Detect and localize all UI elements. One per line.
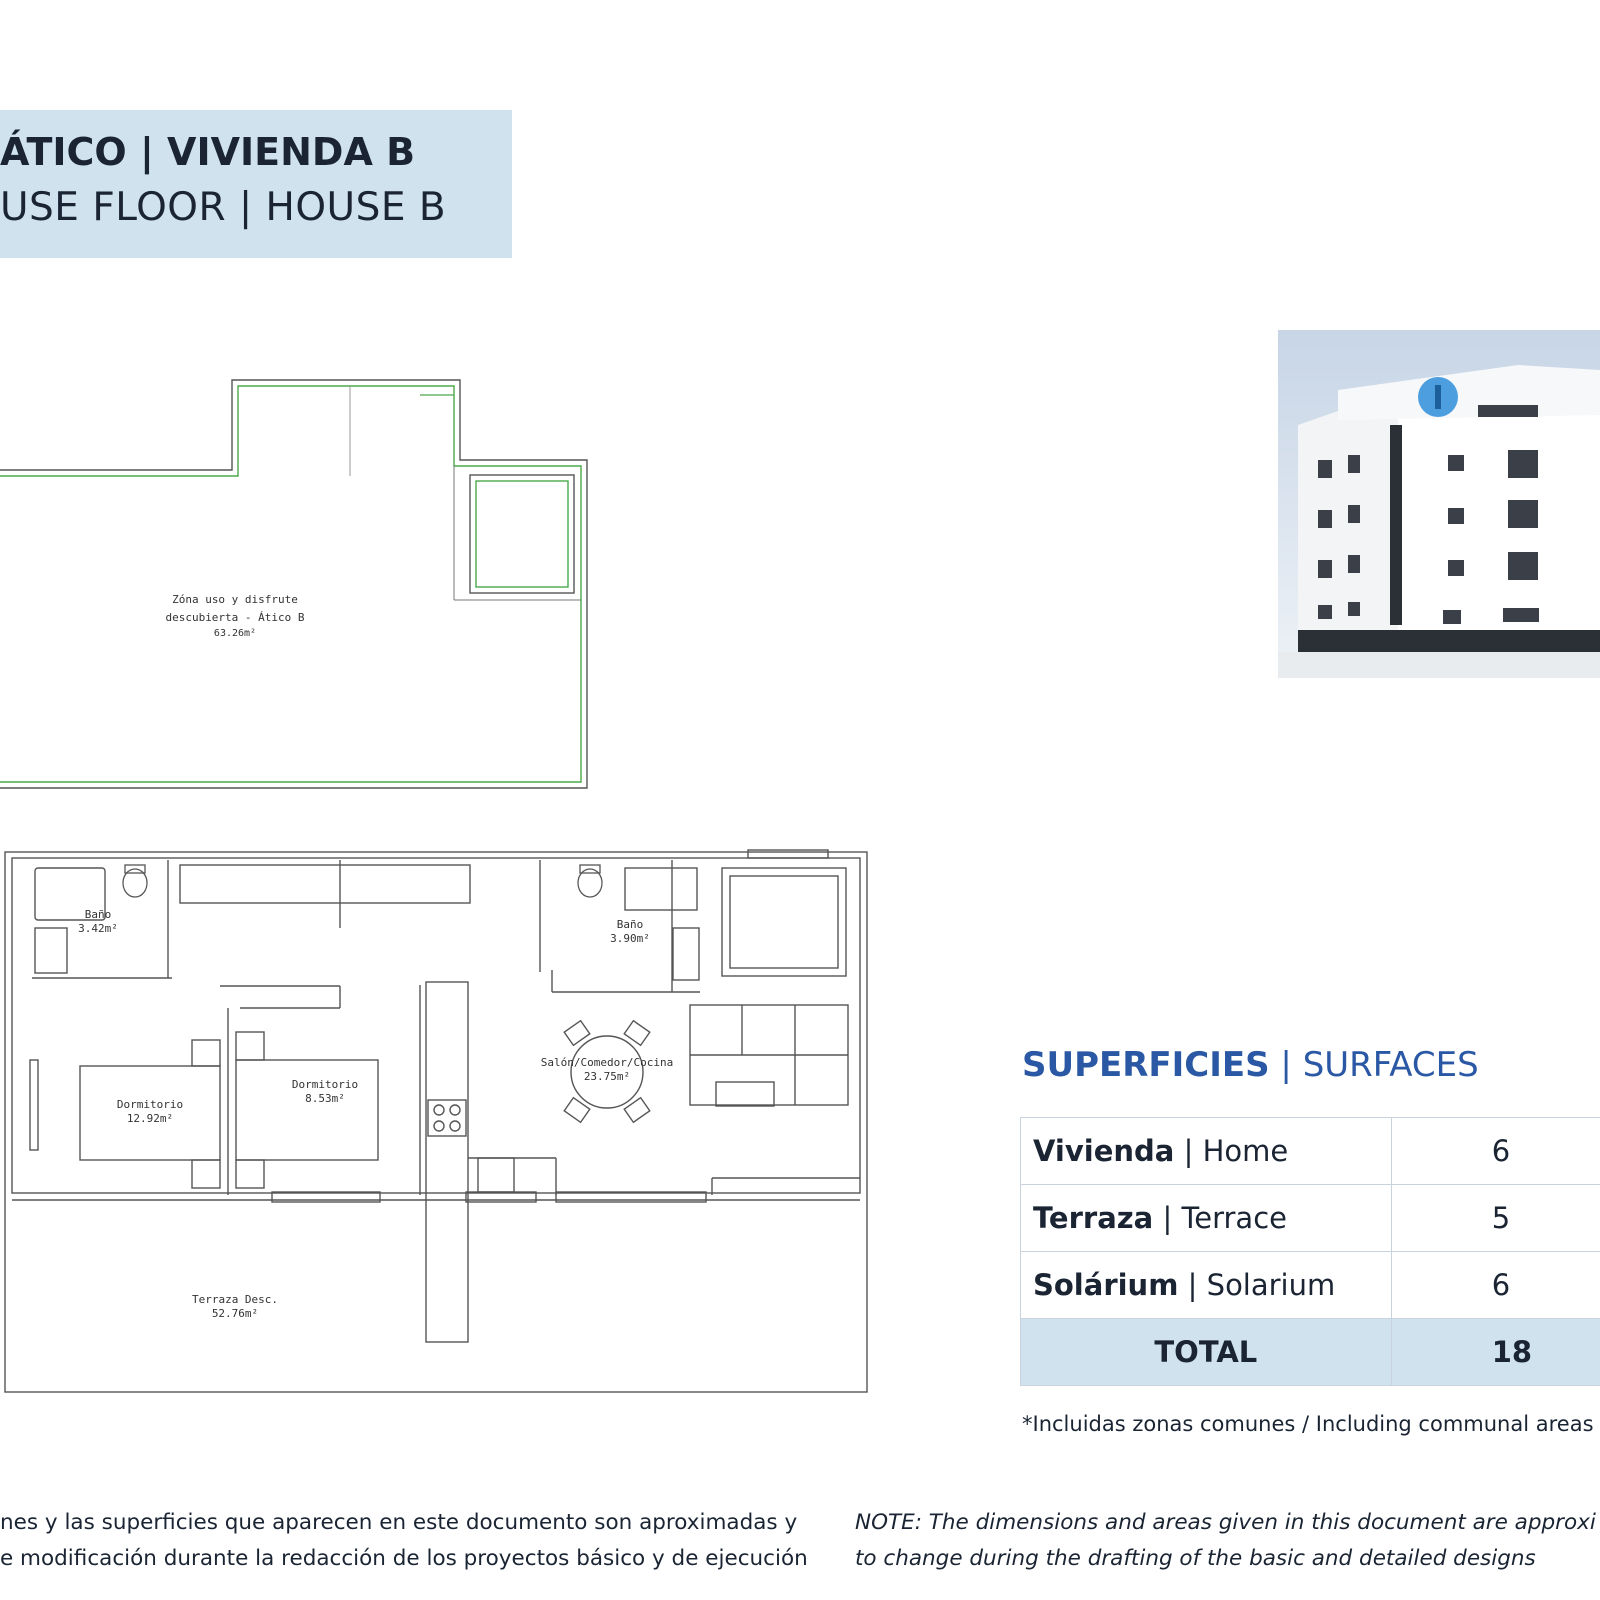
surfaces-table bbox=[1020, 1117, 1600, 1386]
row-label-en: Solarium bbox=[1206, 1268, 1336, 1302]
table-row bbox=[1021, 1185, 1600, 1252]
bed1-area: 12.92m² bbox=[126, 1112, 174, 1125]
terrace-label: Terraza Desc. bbox=[191, 1293, 279, 1306]
bed1-label: Dormitorio bbox=[116, 1098, 184, 1111]
row-label-es: Terraza bbox=[1033, 1201, 1154, 1235]
bed2-area: 8.53m² bbox=[305, 1092, 345, 1105]
row-label: Solárium | Solarium bbox=[1021, 1252, 1392, 1319]
note-es-line-1: nes y las superficies que aparecen en este documento son aproximadas y bbox=[0, 1510, 798, 1535]
surfaces-title-en: SURFACES bbox=[1302, 1045, 1479, 1085]
living-area: 23.75m² bbox=[583, 1070, 631, 1083]
floor-plan bbox=[0, 360, 880, 1400]
bath2-label: Baño bbox=[616, 918, 644, 931]
surfaces-title bbox=[1022, 1045, 1479, 1085]
total-label: TOTAL bbox=[1021, 1319, 1392, 1386]
terrace-area: 52.76m² bbox=[211, 1307, 259, 1320]
solarium-label-1: Zóna uso y disfrute bbox=[172, 593, 298, 606]
row-label: Terraza | Terrace bbox=[1021, 1185, 1392, 1252]
table-row bbox=[1021, 1252, 1600, 1319]
row-value: 6 bbox=[1391, 1252, 1600, 1319]
row-value: 6 bbox=[1391, 1118, 1600, 1185]
bath2-area: 3.90m² bbox=[610, 932, 650, 945]
table-row bbox=[1021, 1118, 1600, 1185]
note-es-line-2: e modificación durante la redacción de los proyectos básico y de ejecución bbox=[0, 1546, 808, 1571]
note-en-line-2: to change during the drafting of the basic and detailed designs bbox=[855, 1546, 1536, 1571]
solarium-outline bbox=[0, 380, 587, 788]
surfaces-title-es: SUPERFICIES bbox=[1022, 1045, 1270, 1085]
note-en-line-1: NOTE: The dimensions and areas given in this document are approxi bbox=[855, 1510, 1596, 1535]
bath1-area: 3.42m² bbox=[78, 922, 118, 935]
total-value: 18 bbox=[1391, 1319, 1600, 1386]
row-label: Vivienda | Home bbox=[1021, 1118, 1392, 1185]
solarium-label-2: descubierta - Ático B bbox=[165, 611, 305, 624]
note-spanish bbox=[0, 1505, 808, 1577]
row-label-es: Vivienda bbox=[1033, 1134, 1175, 1168]
header-title-es: ÁTICO | VIVIENDA B bbox=[0, 130, 416, 174]
bath1-label: Baño bbox=[84, 908, 112, 921]
solarium-area: 63.26m² bbox=[213, 628, 257, 639]
total-row bbox=[1021, 1319, 1600, 1386]
surfaces-footnote: *Incluidas zonas comunes / Including communal areas bbox=[1022, 1412, 1594, 1436]
row-label-es: Solárium bbox=[1033, 1268, 1179, 1302]
header-title-en: USE FLOOR | HOUSE B bbox=[0, 185, 447, 230]
note-english bbox=[855, 1505, 1596, 1577]
building-photo bbox=[1278, 330, 1600, 678]
row-label-en: Home bbox=[1202, 1134, 1289, 1168]
bed2-label: Dormitorio bbox=[291, 1078, 359, 1091]
living-label: Salón/Comedor/Cocina bbox=[540, 1056, 674, 1069]
surfaces-title-sep: | bbox=[1269, 1045, 1303, 1085]
row-value: 5 bbox=[1391, 1185, 1600, 1252]
row-label-en: Terrace bbox=[1181, 1201, 1287, 1235]
